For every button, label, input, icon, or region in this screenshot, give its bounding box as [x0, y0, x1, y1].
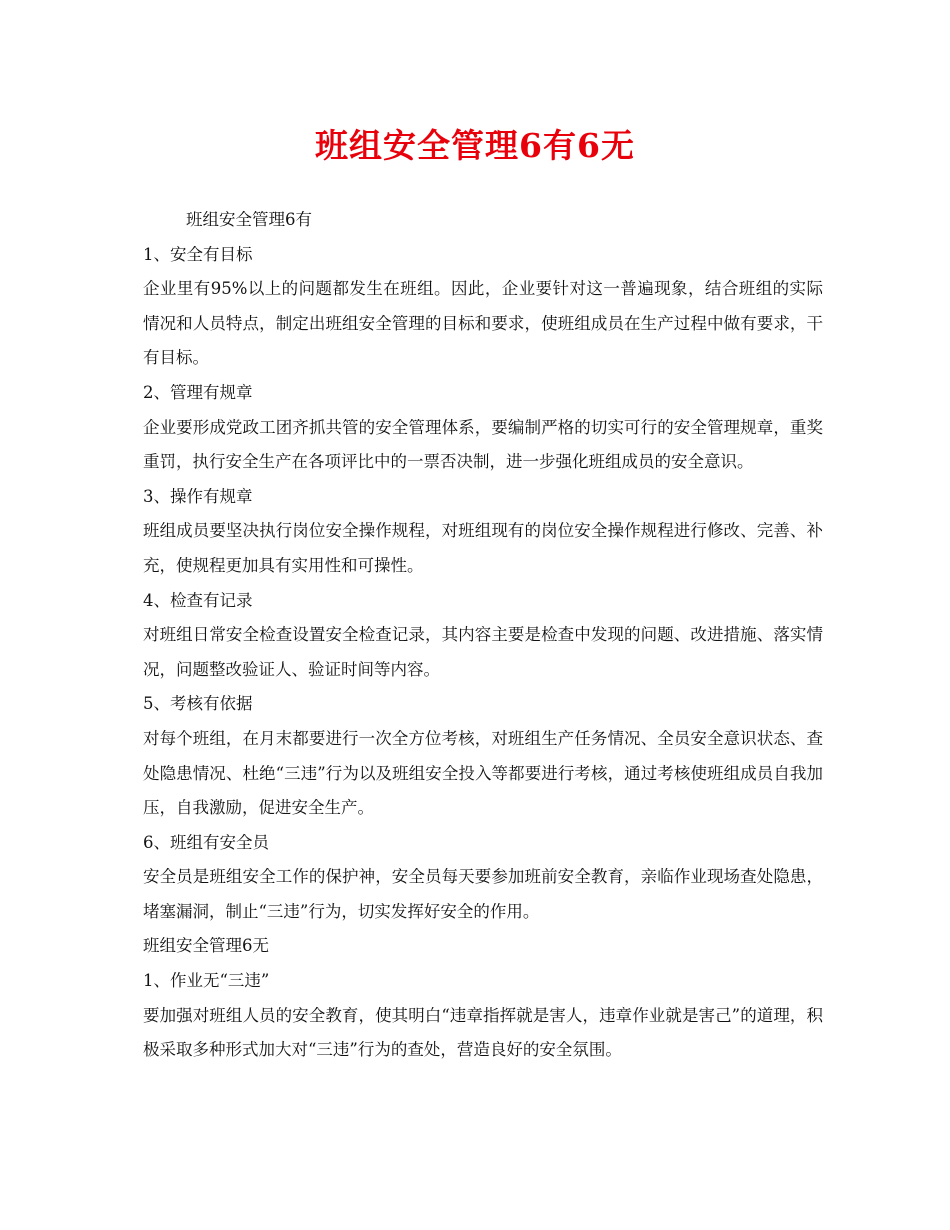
body-paragraph: 企业要形成党政工团齐抓共管的安全管理体系，要编制严格的切实可行的安全管理规章，重奖重罚，执行安全生产在各项评比中的一票否决制，进一步强化班组成员的安全意识。 [143, 417, 823, 472]
item-heading: 4、检查有记录 [143, 590, 253, 610]
item-heading: 3、操作有规章 [143, 486, 253, 506]
body-paragraph: 对每个班组，在月末都要进行一次全方位考核，对班组生产任务情况、全员安全意识状态、查处隐患情况、杜绝“三违”行为以及班组安全投入等都要进行考核，通过考核使班组成员自我加压，自我激励，促进安全生产。 [143, 728, 823, 818]
item-heading: 1、安全有目标 [143, 244, 253, 264]
body-paragraph: 安全员是班组安全工作的保护神，安全员每天要参加班前安全教育，亲临作业现场查处隐患，堵塞漏洞，制止“三违”行为，切实发挥好安全的作用。 [143, 867, 823, 921]
section-heading-6-you: 班组安全管理6有 [186, 210, 312, 229]
document-body [143, 203, 823, 1068]
item-heading: 1、作业无“三违” [143, 971, 270, 991]
body-paragraph: 对班组日常安全检查设置安全检查记录，其内容主要是检查中发现的问题、改进措施、落实情况，问题整改验证人、验证时间等内容。 [143, 625, 823, 679]
document-title: 班组安全管理6有6无 [315, 126, 635, 165]
body-paragraph: 要加强对班组人员的安全教育，使其明白“违章指挥就是害人，违章作业就是害己”的道理，积极采取多种形式加大对“三违”行为的查处，营造良好的安全氛围。 [143, 1005, 823, 1060]
item-heading: 6、班组有安全员 [143, 832, 269, 852]
item-heading: 5、考核有依据 [143, 694, 253, 714]
section-heading-6-wu: 班组安全管理6无 [143, 936, 269, 956]
body-paragraph: 企业里有95%以上的问题都发生在班组。因此，企业要针对这一普遍现象，结合班组的实际情况和人员特点，制定出班组安全管理的目标和要求，使班组成员在生产过程中做有要求，干有目标。 [143, 279, 823, 368]
body-paragraph: 班组成员要坚决执行岗位安全操作规程，对班组现有的岗位安全操作规程进行修改、完善、补充，使规程更加具有实用性和可操性。 [143, 521, 823, 575]
item-heading: 2、管理有规章 [143, 382, 253, 402]
